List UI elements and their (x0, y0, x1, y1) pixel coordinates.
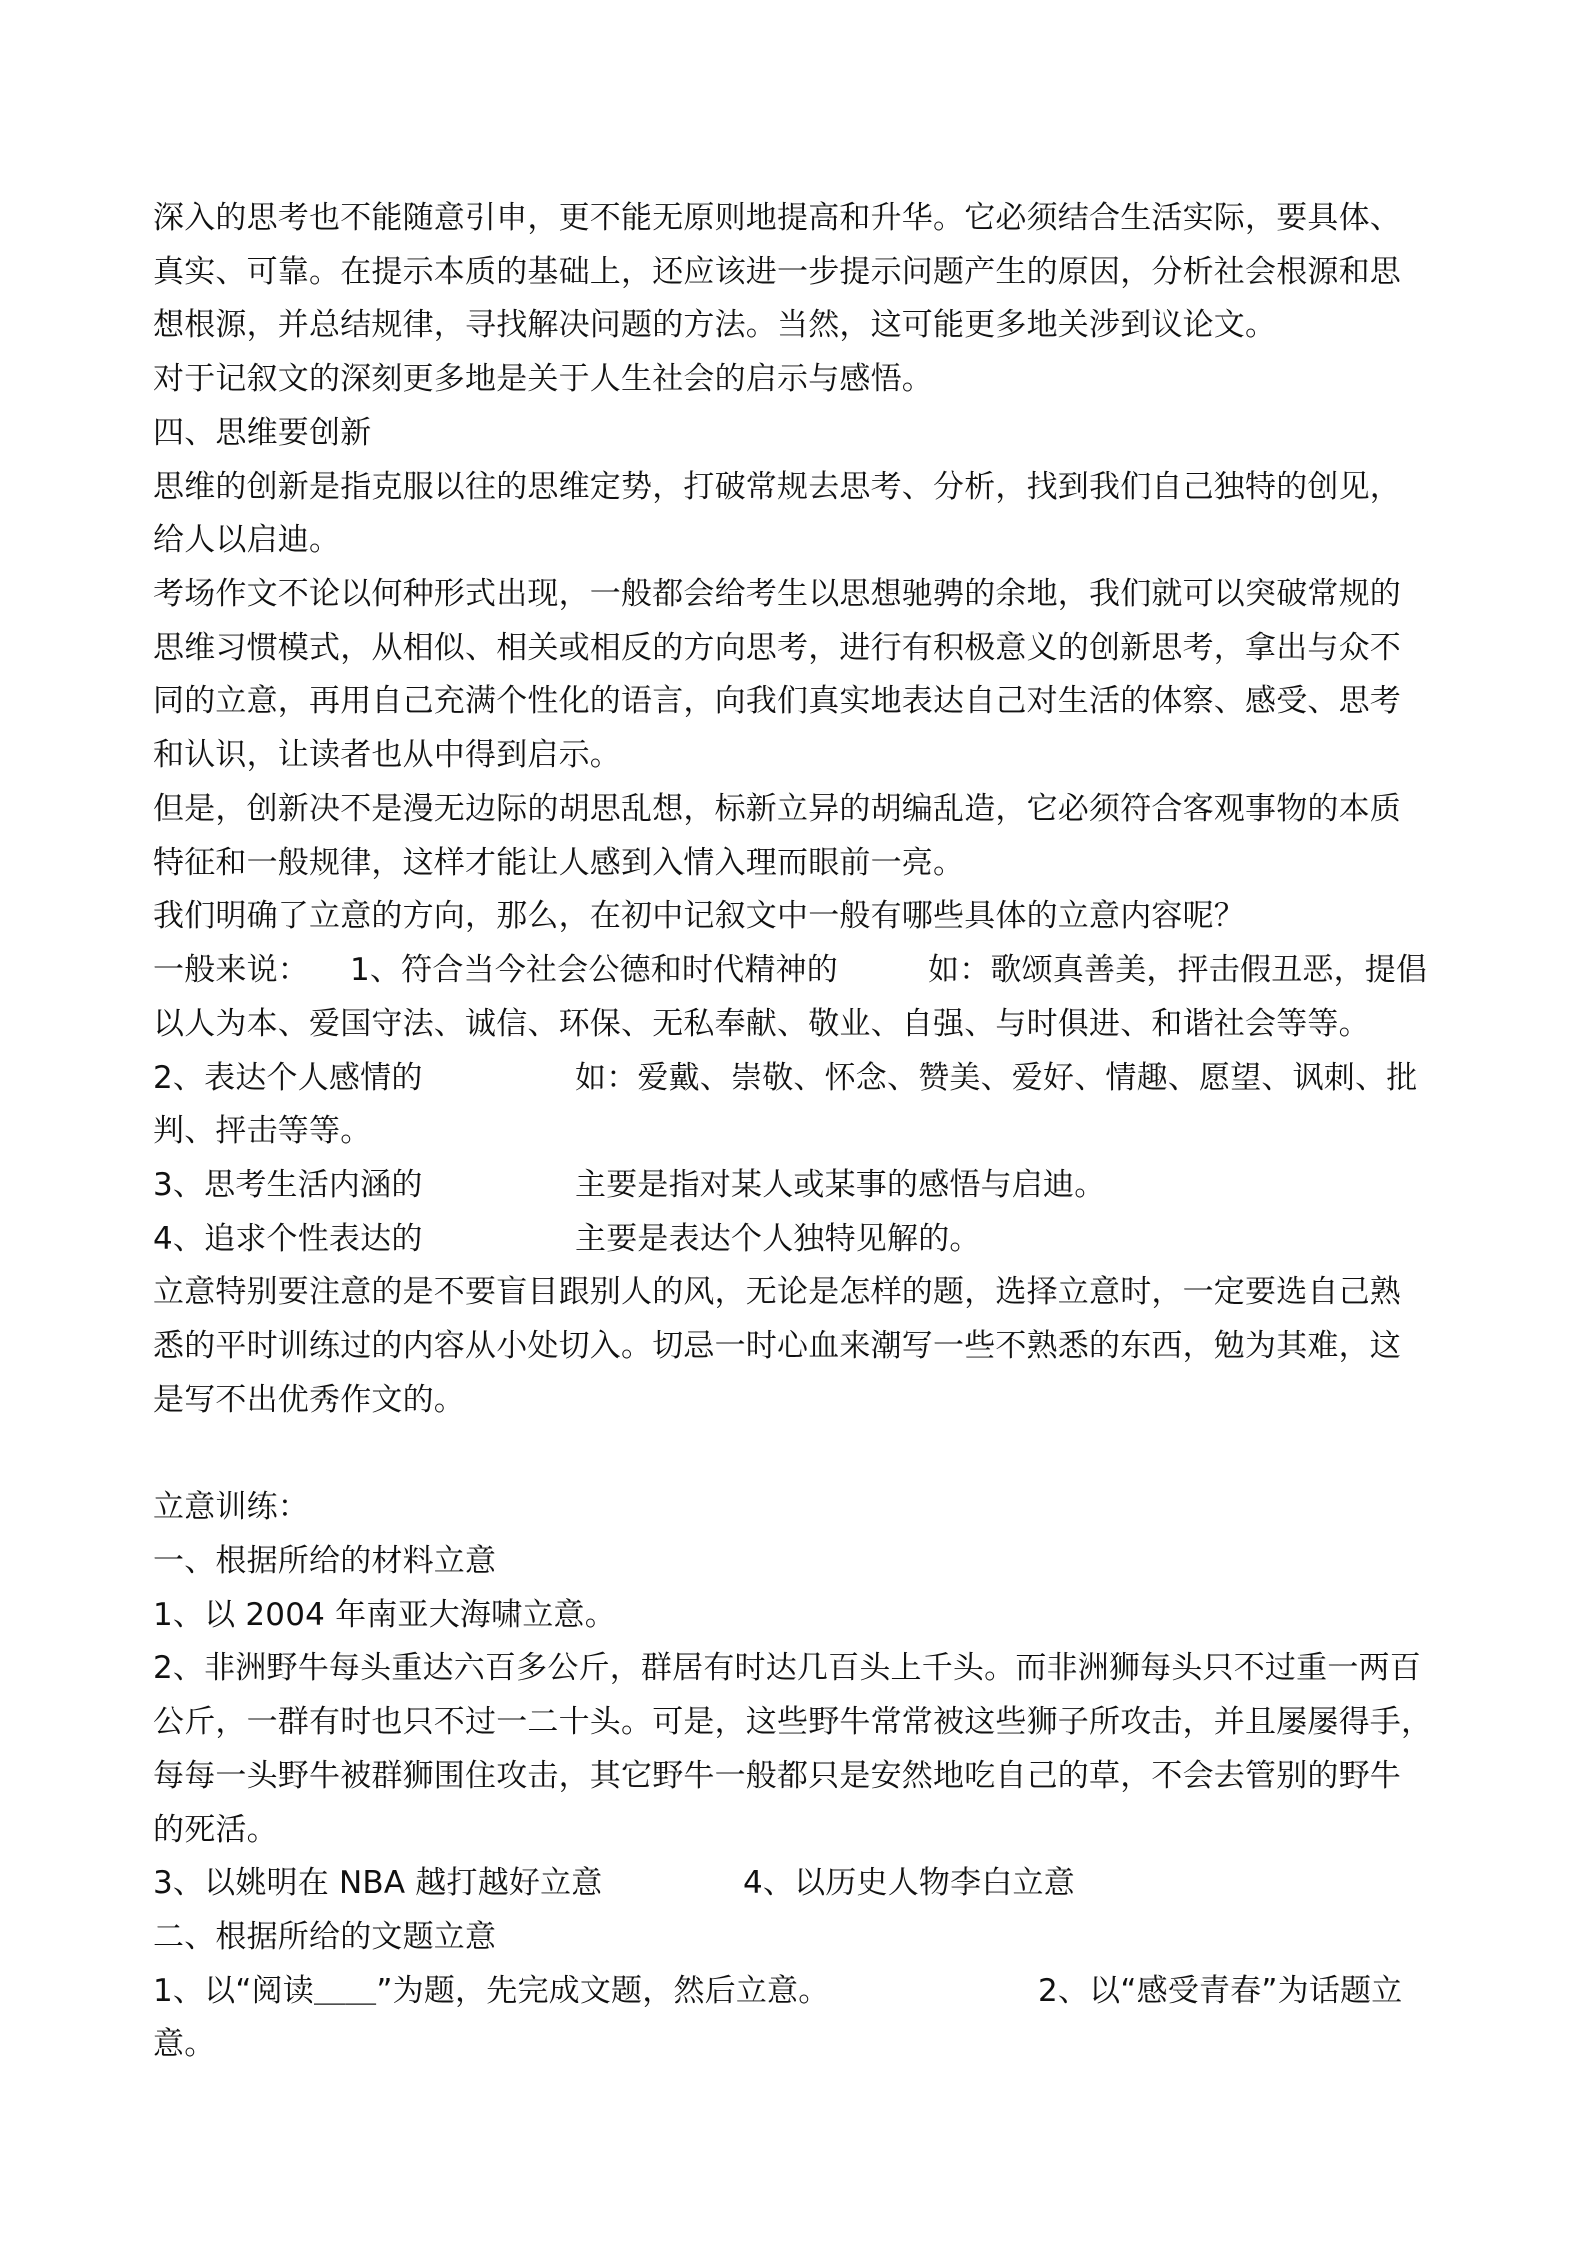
text-line: 思维习惯模式，从相似、相关或相反的方向思考，进行有积极意义的创新思考，拿出与众不 (153, 630, 1401, 666)
category-item-3: 3、思考生活内涵的 (153, 1167, 423, 1203)
category-item-4-example: 主要是表达个人独特见解的。 (575, 1221, 981, 1257)
training-section-1-heading: 一、根据所给的材料立意 (153, 1543, 497, 1579)
text-line: 给人以启迪。 (153, 522, 341, 558)
category-item-2-example: 如：爱戴、崇敬、怀念、赞美、爱好、情趣、愿望、讽刺、批 (575, 1060, 1418, 1096)
text-line: 考场作文不论以何种形式出现，一般都会给考生以思想驰骋的余地，我们就可以突破常规的 (153, 576, 1401, 612)
category-item-3-example: 主要是指对某人或某事的感悟与启迪。 (575, 1167, 1106, 1203)
exercise-item: 每每一头野牛被群狮围住攻击，其它野牛一般都只是安然地吃自己的草，不会去管别的野牛 (153, 1758, 1401, 1794)
category-item-1-continuation: 以人为本、爱国守法、诚信、环保、无私奉献、敬业、自强、与时俱进、和谐社会等等。 (153, 1006, 1370, 1042)
text-line: 悉的平时训练过的内容从小处切入。切忌一时心血来潮写一些不熟悉的东西，勉为其难，这 (153, 1328, 1401, 1364)
exercise-item: 2、以“感受青春”为话题立 (1038, 1973, 1403, 2009)
text-line: 特征和一般规律，这样才能让人感到入情入理而眼前一亮。 (153, 845, 965, 881)
exercise-item: 的死活。 (153, 1812, 278, 1848)
section-heading: 四、思维要创新 (153, 415, 372, 451)
category-item-4: 4、追求个性表达的 (153, 1221, 423, 1257)
exercise-item: 1、以“阅读＿＿”为题，先完成文题，然后立意。 (153, 1973, 830, 2009)
text-line: 和认识，让读者也从中得到启示。 (153, 737, 621, 773)
text-line: 同的立意，再用自己充满个性化的语言，向我们真实地表达自己对生活的体察、感受、思考 (153, 683, 1401, 719)
exercise-item-continuation: 意。 (153, 2026, 216, 2062)
exercise-item: 4、以历史人物李白立意 (743, 1865, 1075, 1901)
text-line: 我们明确了立意的方向，那么，在初中记叙文中一般有哪些具体的立意内容呢？ (153, 898, 1245, 934)
text-line: 但是，创新决不是漫无边际的胡思乱想，标新立异的胡编乱造，它必须符合客观事物的本质 (153, 791, 1401, 827)
category-item-2-continuation: 判、抨击等等。 (153, 1113, 372, 1149)
text-line: 真实、可靠。在提示本质的基础上，还应该进一步提示问题产生的原因，分析社会根源和思 (153, 254, 1401, 290)
exercise-item: 2、非洲野牛每头重达六百多公斤，群居有时达几百头上千头。而非洲狮每头只不过重一两百 (153, 1650, 1421, 1686)
text-line: 想根源，并总结规律，寻找解决问题的方法。当然，这可能更多地关涉到议论文。 (153, 307, 1277, 343)
exercise-item: 3、以姚明在 NBA 越打越好立意 (153, 1865, 603, 1901)
text-line: 思维的创新是指克服以往的思维定势，打破常规去思考、分析，找到我们自己独特的创见， (153, 469, 1401, 505)
category-item-1: 1、符合当今社会公德和时代精神的 (350, 952, 838, 988)
exercise-item: 1、以 2004 年南亚大海啸立意。 (153, 1597, 616, 1633)
exercise-item: 公斤，一群有时也只不过一二十头。可是，这些野牛常常被这些狮子所攻击，并且屡屡得手， (153, 1704, 1433, 1740)
text-line: 是写不出优秀作文的。 (153, 1382, 465, 1418)
text-line: 深入的思考也不能随意引申，更不能无原则地提高和升华。它必须结合生活实际，要具体、 (153, 200, 1401, 236)
training-section-2-heading: 二、根据所给的文题立意 (153, 1919, 497, 1955)
training-heading: 立意训练： (153, 1489, 309, 1525)
general-lead: 一般来说： (153, 952, 309, 988)
category-item-1-example: 如：歌颂真善美，抨击假丑恶，提倡 (928, 952, 1428, 988)
category-item-2: 2、表达个人感情的 (153, 1060, 423, 1096)
text-line: 立意特别要注意的是不要盲目跟别人的风，无论是怎样的题，选择立意时，一定要选自己熟 (153, 1274, 1401, 1310)
text-line: 对于记叙文的深刻更多地是关于人生社会的启示与感悟。 (153, 361, 933, 397)
